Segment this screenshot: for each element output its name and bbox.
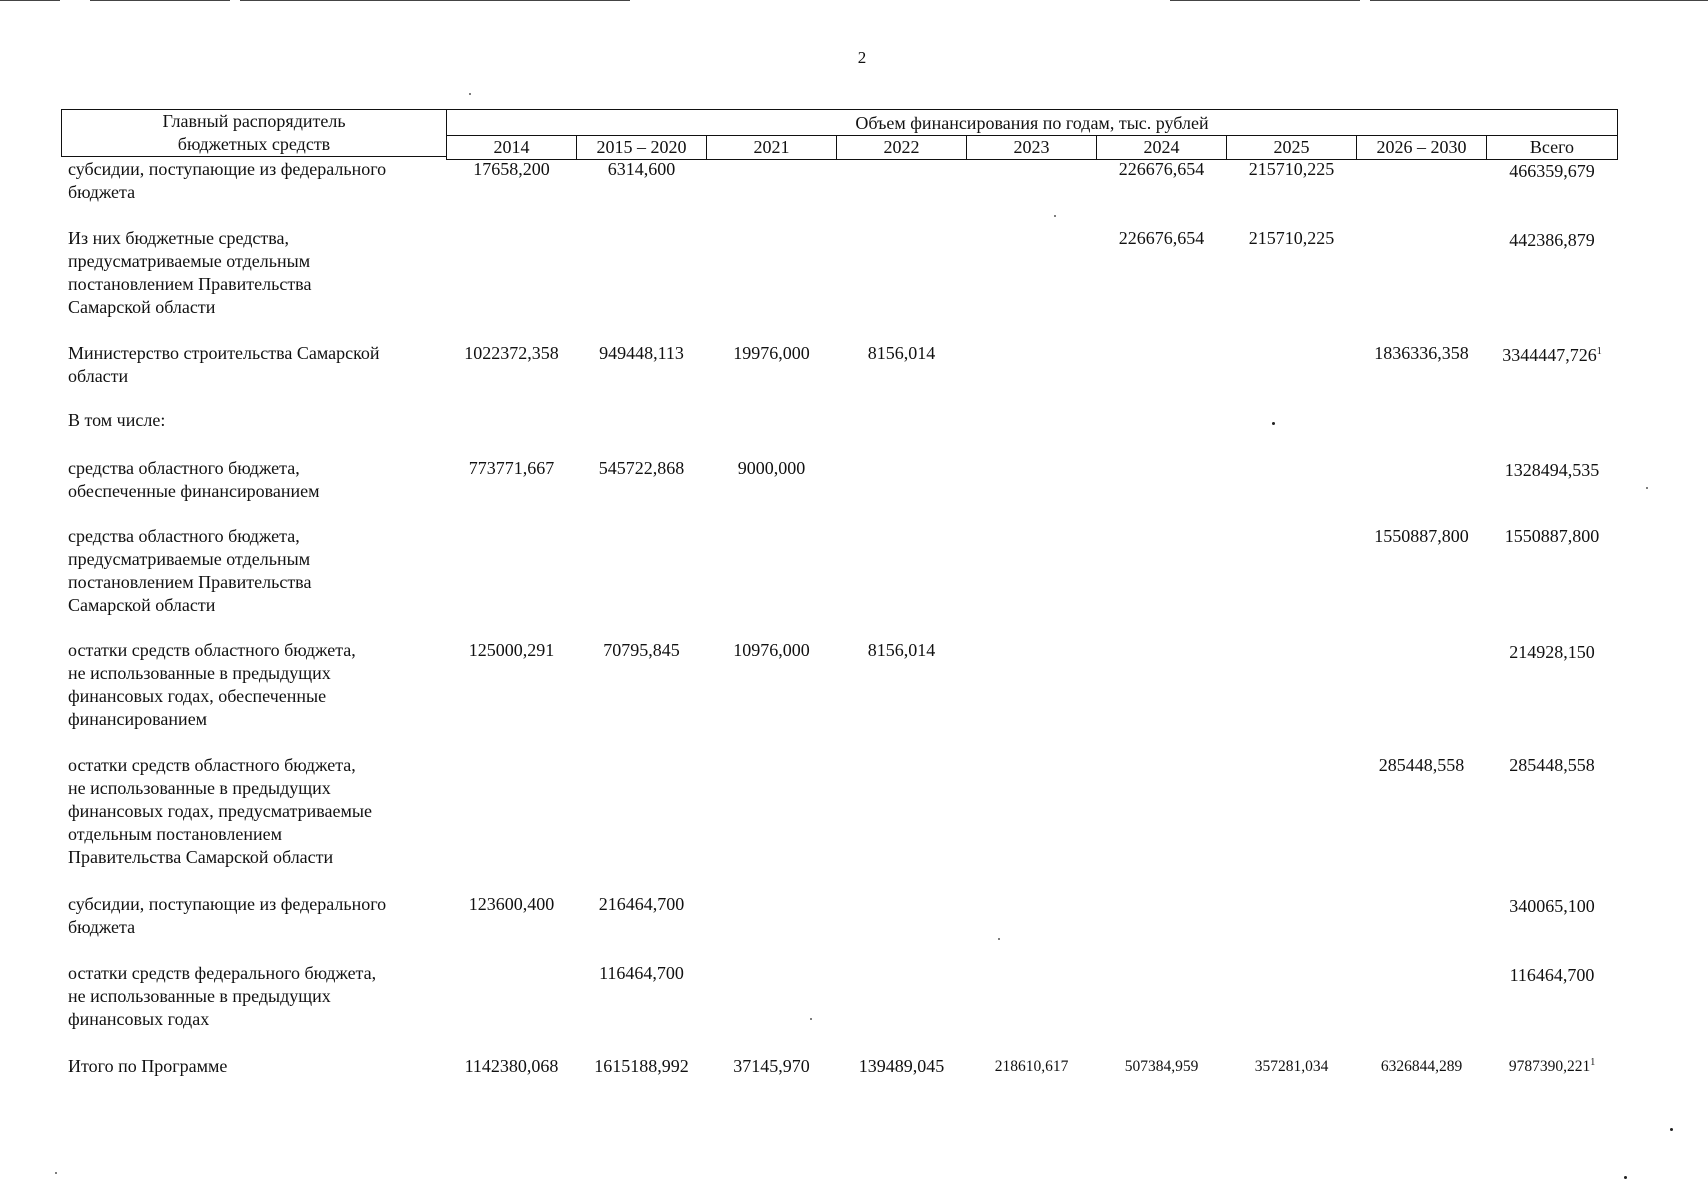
row-label: средства областного бюджета, предусматриваемые отдельным постановлением Правительства Самарской области <box>68 526 312 615</box>
scan-top-rule <box>1170 0 1360 1</box>
row-value: 285448,558 <box>1378 755 1465 775</box>
scan-speck <box>1624 1176 1627 1179</box>
row-value-total: 340065,100 <box>1509 896 1595 916</box>
row-label: субсидии, поступающие из федерального бюджета <box>68 894 387 937</box>
column-header: 2021 <box>753 137 790 157</box>
row-label: остатки средств областного бюджета, не использованные в предыдущих финансовых годах, предусматриваемые отдельным постановлением Правительства Самарской области <box>68 755 372 867</box>
row-value-total: 214928,150 <box>1509 642 1595 662</box>
column-header: 2015 – 2020 <box>596 137 687 157</box>
row-label: Итого по Программе <box>68 1056 228 1076</box>
row-value: 949448,113 <box>599 343 684 363</box>
row-value-total: 466359,679 <box>1509 161 1595 181</box>
footnote-mark: 1 <box>1596 346 1602 357</box>
row-value: 773771,667 <box>468 458 555 478</box>
row-value-total-number: 3344447,726 <box>1502 345 1597 365</box>
row-label: Из них бюджетные средства, предусматриваемые отдельным постановлением Правительства Самарской области <box>68 228 312 317</box>
row-label: В том числе: <box>68 410 166 430</box>
row-value: 507384,959 <box>1124 1058 1199 1075</box>
column-header: 2024 <box>1143 137 1180 157</box>
scan-speck <box>469 93 471 95</box>
row-label: Министерство строительства Самарской области <box>68 343 380 386</box>
footnote-mark: 1 <box>1590 1056 1596 1068</box>
row-value: 8156,014 <box>867 640 936 660</box>
column-header: Всего <box>1529 137 1575 157</box>
scan-speck <box>998 938 1000 940</box>
column-header: 2026 – 2030 <box>1376 137 1467 157</box>
row-value: 123600,400 <box>468 894 555 914</box>
column-header: 2025 <box>1273 137 1310 157</box>
row-value: 1142380,068 <box>464 1056 559 1076</box>
row-value: 1615188,992 <box>594 1056 689 1076</box>
row-value: 545722,868 <box>598 458 685 478</box>
header-group-title: Объем финансирования по годам, тыс. рублей <box>855 113 1209 133</box>
row-value: 6326844,289 <box>1380 1058 1463 1075</box>
row-value: 8156,014 <box>867 343 936 363</box>
row-value-total: 116464,700 <box>1509 965 1595 985</box>
column-header: 2022 <box>883 137 920 157</box>
scan-top-rule <box>90 0 230 1</box>
scan-top-rule <box>240 0 630 1</box>
row-value: 139489,045 <box>858 1056 945 1076</box>
column-header: 2014 <box>493 137 530 157</box>
row-label: остатки средств федерального бюджета, не использованные в предыдущих финансовых годах <box>68 963 377 1029</box>
row-value-total-number: 9787390,221 <box>1508 1058 1591 1075</box>
row-value: 10976,000 <box>733 640 810 660</box>
row-value-total: 442386,879 <box>1509 230 1595 250</box>
row-value: 37145,970 <box>733 1056 810 1076</box>
row-value-total <box>1486 344 1618 367</box>
row-value: 357281,034 <box>1254 1058 1329 1075</box>
scan-top-rule <box>0 0 60 1</box>
scan-speck <box>1646 487 1648 489</box>
row-label: субсидии, поступающие из федерального бюджета <box>68 159 387 202</box>
scan-speck <box>810 1018 812 1020</box>
row-label: остатки средств областного бюджета, не использованные в предыдущих финансовых годах, обеспеченные финансированием <box>68 640 356 729</box>
row-value: 19976,000 <box>733 343 810 363</box>
row-value: 9000,000 <box>737 458 806 478</box>
column-header: 2023 <box>1013 137 1050 157</box>
row-value: 6314,600 <box>607 159 676 179</box>
row-value: 125000,291 <box>468 640 555 660</box>
row-value: 215710,225 <box>1248 159 1335 179</box>
row-value: 116464,700 <box>599 963 684 983</box>
scan-speck <box>1670 1128 1673 1131</box>
scan-top-rule <box>1370 0 1708 1</box>
row-value: 1022372,358 <box>464 343 559 363</box>
row-value: 1836336,358 <box>1374 343 1469 363</box>
scan-speck <box>1272 422 1275 425</box>
row-value: 226676,654 <box>1118 159 1205 179</box>
row-label: средства областного бюджета, обеспеченные финансированием <box>68 458 320 501</box>
row-value-total <box>1486 1055 1618 1078</box>
row-value: 70795,845 <box>603 640 680 660</box>
page-number: 2 <box>857 48 867 67</box>
row-value: 216464,700 <box>598 894 685 914</box>
row-value-total: 285448,558 <box>1509 755 1595 775</box>
scan-speck <box>55 1172 57 1174</box>
row-value: 218610,617 <box>994 1058 1069 1075</box>
row-value: 1550887,800 <box>1374 526 1469 546</box>
row-value: 215710,225 <box>1248 228 1335 248</box>
row-value: 17658,200 <box>473 159 550 179</box>
row-value: 226676,654 <box>1118 228 1205 248</box>
row-value-total: 1328494,535 <box>1504 460 1600 480</box>
header-left-line2: бюджетных средств <box>177 134 331 154</box>
scan-speck <box>1054 215 1056 217</box>
row-value-total: 1550887,800 <box>1504 526 1600 546</box>
header-left-line1: Главный распорядитель <box>162 111 346 131</box>
